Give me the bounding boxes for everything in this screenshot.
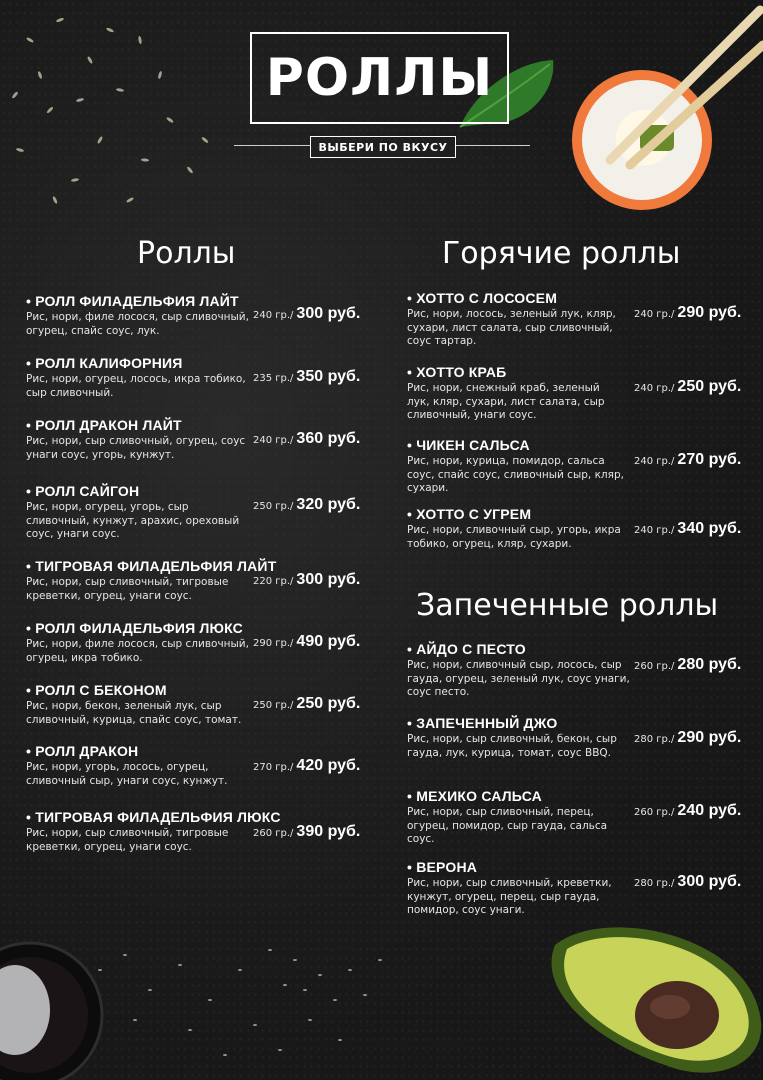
item-weight: 250 гр./ <box>253 501 294 512</box>
item-price <box>634 802 741 819</box>
item-name: • РОЛЛ ДРАКОН <box>26 743 251 759</box>
item-weight: 280 гр./ <box>634 878 675 889</box>
section-title-baked: Запеченные роллы <box>416 588 719 623</box>
menu-item <box>407 364 625 423</box>
item-price <box>253 430 360 447</box>
item-weight: 280 гр./ <box>634 734 675 745</box>
item-weight: 240 гр./ <box>634 456 675 467</box>
item-weight: 250 гр./ <box>253 700 294 711</box>
menu-item <box>26 620 251 665</box>
item-weight: 240 гр./ <box>634 383 675 394</box>
menu-item <box>407 641 633 700</box>
sesame-seeds-image <box>80 930 400 1080</box>
item-price-value: 490 руб. <box>296 633 361 650</box>
page-title: РОЛЛЫ <box>265 48 494 108</box>
menu-item <box>407 788 629 847</box>
item-price-value: 340 руб. <box>677 520 742 537</box>
item-name: • ХОТТО КРАБ <box>407 364 625 380</box>
item-price <box>253 757 360 774</box>
item-name: • РОЛЛ САЙГОН <box>26 483 251 499</box>
item-price-value: 300 руб. <box>296 305 361 322</box>
item-name: • ХОТТО С ЛОСОСЕМ <box>407 290 631 306</box>
item-price <box>634 873 741 890</box>
item-name: • ВЕРОНА <box>407 859 629 875</box>
avocado-image <box>545 915 763 1080</box>
title-box <box>250 32 509 124</box>
item-description: Рис, нори, сыр сливочный, креветки, кунжут, огурец, перец, сыр гауда, помидор, соус унаги. <box>407 877 612 916</box>
item-weight: 240 гр./ <box>253 435 294 446</box>
item-price <box>253 695 360 712</box>
item-price <box>634 304 741 321</box>
item-price-value: 280 руб. <box>677 656 742 673</box>
item-name: • ТИГРОВАЯ ФИЛАДЕЛЬФИЯ ЛАЙТ <box>26 558 251 574</box>
section-title-rolls: Роллы <box>137 236 236 271</box>
subtitle <box>310 136 456 158</box>
item-description: Рис, нори, курица, помидор, сальса соус, спайс соус, сливочный сыр, кляр, сухари. <box>407 455 624 494</box>
item-name: • МЕХИКО САЛЬСА <box>407 788 629 804</box>
item-description: Рис, нори, угорь, лосось, огурец, сливочный сыр, унаги соус, кунжут. <box>26 761 228 787</box>
item-price-value: 420 руб. <box>296 757 361 774</box>
item-price <box>253 633 360 650</box>
item-description: Рис, нори, огурец, угорь, сыр сливочный, кунжут, арахис, ореховый соус, унаги соус. <box>26 501 240 540</box>
menu-item <box>26 355 251 400</box>
item-price-value: 350 руб. <box>296 368 361 385</box>
item-name: • ЧИКЕН САЛЬСА <box>407 437 631 453</box>
item-description: Рис, нори, сливочный сыр, угорь, икра тобико, огурец, кляр, сухари. <box>407 524 621 550</box>
item-price-value: 390 руб. <box>296 823 361 840</box>
item-price-value: 250 руб. <box>677 378 742 395</box>
item-weight: 270 гр./ <box>253 762 294 773</box>
item-price-value: 300 руб. <box>677 873 742 890</box>
item-weight: 240 гр./ <box>253 310 294 321</box>
item-description: Рис, нори, филе лосося, сыр сливочный, огурец, икра тобико. <box>26 638 249 664</box>
item-price <box>253 571 360 588</box>
item-weight: 260 гр./ <box>634 661 675 672</box>
item-description: Рис, нори, лосось, зеленый лук, кляр, сухари, лист салата, сыр сливочный, соус тартар. <box>407 308 616 347</box>
item-description: Рис, нори, сыр сливочный, бекон, сыр гауда, лук, курица, томат, соус BBQ. <box>407 733 617 759</box>
item-name: • ЗАПЕЧЕННЫЙ ДЖО <box>407 715 625 731</box>
divider-left <box>234 145 310 146</box>
menu-item <box>26 417 251 462</box>
item-weight: 240 гр./ <box>634 309 675 320</box>
item-price <box>253 823 360 840</box>
item-weight: 260 гр./ <box>634 807 675 818</box>
item-price <box>634 729 741 746</box>
item-price-value: 290 руб. <box>677 304 742 321</box>
item-price-value: 300 руб. <box>296 571 361 588</box>
menu-item <box>407 506 631 551</box>
item-name: • ХОТТО С УГРЕМ <box>407 506 631 522</box>
subtitle-text: ВЫБЕРИ ПО ВКУСУ <box>318 140 448 154</box>
item-description: Рис, нори, сыр сливочный, огурец, соус унаги соус, угорь, кунжут. <box>26 435 246 461</box>
item-name: • АЙДО С ПЕСТО <box>407 641 633 657</box>
menu-item <box>26 293 251 338</box>
item-weight: 235 гр./ <box>253 373 294 384</box>
item-weight: 220 гр./ <box>253 576 294 587</box>
item-price <box>634 378 741 395</box>
item-price-value: 320 руб. <box>296 496 361 513</box>
item-name: • РОЛЛ ФИЛАДЕЛЬФИЯ ЛАЙТ <box>26 293 251 309</box>
menu-item <box>407 290 631 349</box>
item-price <box>634 520 741 537</box>
item-description: Рис, нори, снежный краб, зеленый лук, кляр, сухари, лист салата, сыр сливочный, унаги соус. <box>407 382 605 421</box>
item-weight: 290 гр./ <box>253 638 294 649</box>
section-title-hot: Горячие роллы <box>442 236 681 271</box>
menu-item <box>26 743 251 788</box>
item-price-value: 290 руб. <box>677 729 742 746</box>
sushi-roll-image <box>560 0 763 215</box>
menu-item <box>26 483 251 542</box>
divider-right <box>456 145 530 146</box>
item-description: Рис, нори, сыр сливочный, перец, огурец, помидор, сыр гауда, сальса соус. <box>407 806 608 845</box>
item-description: Рис, нори, сыр сливочный, тигровые креветки, огурец, унаги соус. <box>26 576 229 602</box>
item-description: Рис, нори, сыр сливочный, тигровые креветки, огурец, унаги соус. <box>26 827 229 853</box>
item-price-value: 270 руб. <box>677 451 742 468</box>
item-description: Рис, нори, сливочный сыр, лосось, сыр гауда, огурец, зеленый лук, соус унаги, соус песто. <box>407 659 630 698</box>
item-name: • ТИГРОВАЯ ФИЛАДЕЛЬФИЯ ЛЮКС <box>26 809 251 825</box>
item-name: • РОЛЛ КАЛИФОРНИЯ <box>26 355 251 371</box>
item-price <box>634 451 741 468</box>
item-price <box>253 305 360 322</box>
item-price <box>253 496 360 513</box>
menu-item <box>26 682 261 727</box>
item-weight: 240 гр./ <box>634 525 675 536</box>
item-description: Рис, нори, филе лосося, сыр сливочный, огурец, спайс соус, лук. <box>26 311 249 337</box>
item-name: • РОЛЛ С БЕКОНОМ <box>26 682 261 698</box>
item-price-value: 240 руб. <box>677 802 742 819</box>
item-description: Рис, нори, огурец, лосось, икра тобико, сыр сливочный. <box>26 373 246 399</box>
item-name: • РОЛЛ ДРАКОН ЛАЙТ <box>26 417 251 433</box>
item-name: • РОЛЛ ФИЛАДЕЛЬФИЯ ЛЮКС <box>26 620 251 636</box>
item-price <box>253 368 360 385</box>
item-price-value: 360 руб. <box>296 430 361 447</box>
item-weight: 260 гр./ <box>253 828 294 839</box>
item-description: Рис, нори, бекон, зеленый лук, сыр сливочный, курица, спайс соус, томат. <box>26 700 242 726</box>
menu-item <box>407 715 625 760</box>
rice-grains-image <box>0 0 240 230</box>
item-price <box>634 656 741 673</box>
item-price-value: 250 руб. <box>296 695 361 712</box>
menu-item <box>407 437 631 496</box>
menu-item <box>407 859 629 918</box>
